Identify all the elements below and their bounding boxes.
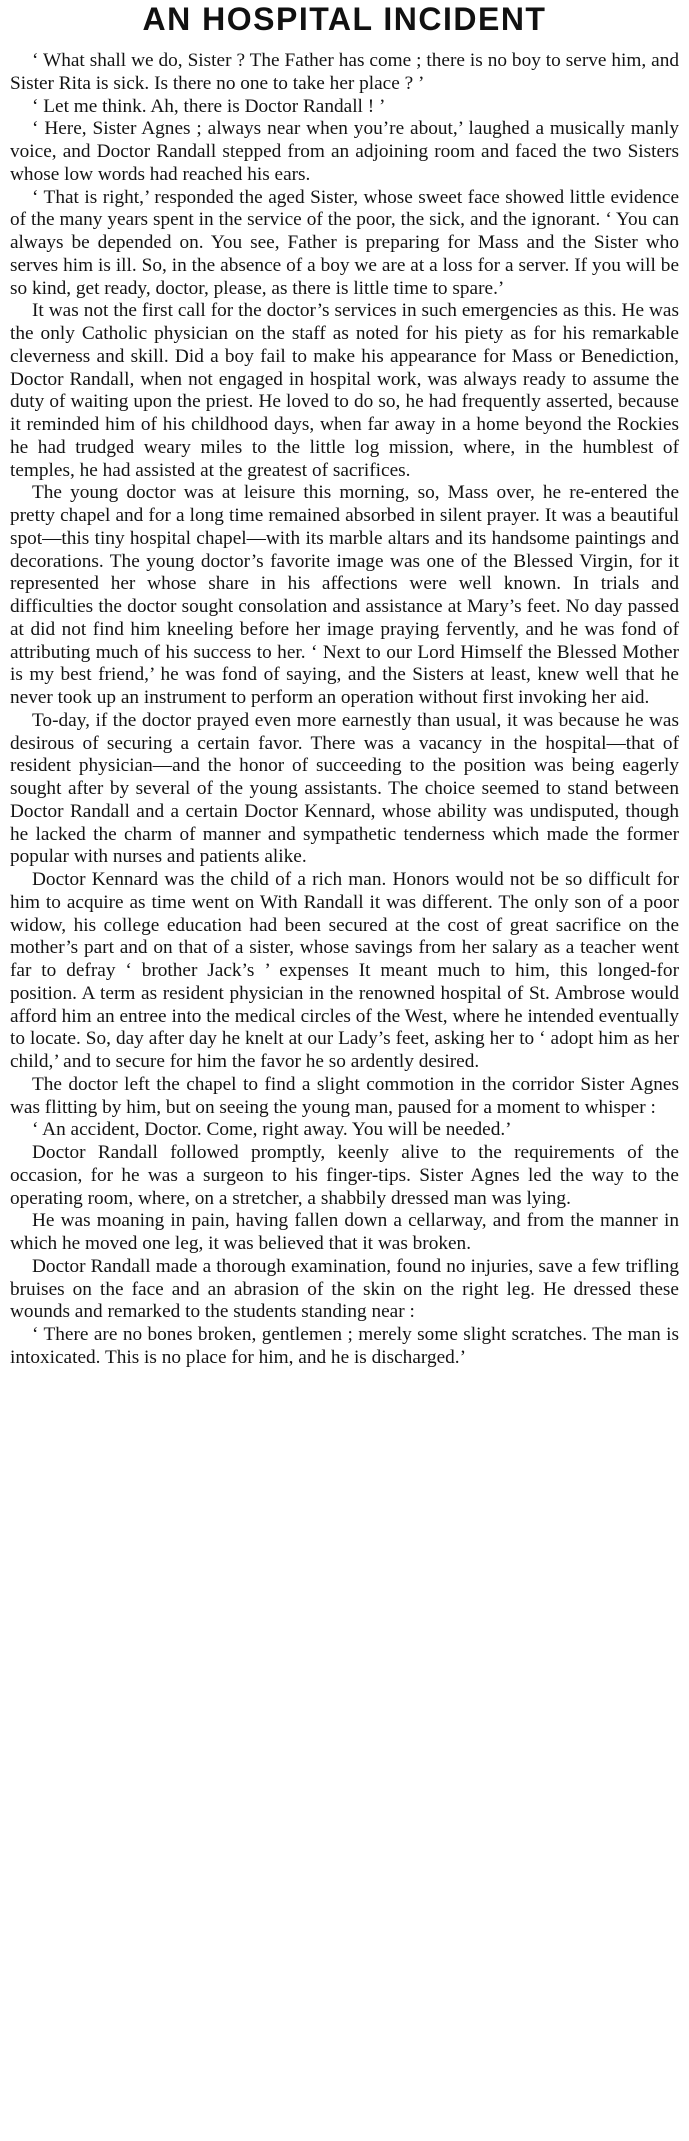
- article-paragraph: He was moaning in pain, having fallen down a cellarway, and from the manner in which he moved one leg, it was believed that it was broken.: [10, 1210, 679, 1254]
- article-paragraph: ‘ Let me think. Ah, there is Doctor Randall ! ’: [32, 95, 386, 117]
- article-title: AN HOSPITAL INCIDENT: [142, 1, 547, 37]
- article-paragraph: ‘ There are no bones broken, gentlemen ; merely some slight scratches. The man is intoxicated. This is no place for him, and he is discharged.’: [10, 1324, 679, 1368]
- article-paragraph: ‘ What shall we do, Sister ? The Father has come ; there is no boy to serve him, and Sister Rita is sick. Is there no one to take her place ? ’: [10, 50, 679, 94]
- article-paragraph: Doctor Randall made a thorough examination, found no injuries, save a few trifling bruises on the face and an abrasion of the skin on the right leg. He dressed these wounds and remarked to the students standing near :: [10, 1255, 679, 1323]
- article-paragraph: The doctor left the chapel to find a slight commotion in the corridor Sister Agnes was flitting by him, but on seeing the young man, paused for a moment to whisper :: [10, 1073, 679, 1118]
- article-paragraph: ‘ Here, Sister Agnes ; always near when you’re about,’ laughed a musically manly voice, and Doctor Randall stepped from an adjoining room and faced the two Sisters whose low words had reached his ears.: [10, 118, 679, 185]
- article-paragraph: The young doctor was at leisure this morning, so, Mass over, he re-entered the pretty chapel and for a long time remained absorbed in silent prayer. It was a beautiful spot—this tiny hospital chapel—with its marble altars and its handsome paintings and decorations. The young doctor’s favorite image was one of the Blessed Virgin, for it represented her whose share in his affections were well known. In trials and difficulties the doctor sought consolation and assistance at Mary’s feet. No day passed at did not find him kneeling before her image praying fervently, and he was fond of attributing much of his success to her. ‘ Next to our Lord Himself the Blessed Mother is my best friend,’ he was fond of saying, and the Sisters at least, knew well that he never took up an instrument to perform an operation without first invoking her aid.: [10, 482, 679, 708]
- article-paragraph: It was not the first call for the doctor’s services in such emergencies as this. He was the only Catholic physician on the staff as noted for his piety as for his remarkable cleverness and skill. Did a boy fail to make his appearance for Mass or Benediction, Doctor Randall, when not engaged in hospital work, was always ready to assume the duty of waiting upon the priest. He loved to do so, he had frequently asserted, because it reminded him of his childhood days, when far away in a home beyond the Rockies he had trudged weary miles to the little log mission, where, in the humblest of temples, he had assisted at the greatest of sacrifices.: [10, 300, 679, 481]
- article-paragraph: ‘ An accident, Doctor. Come, right away. You will be needed.’: [32, 1119, 512, 1141]
- article-paragraph: To-day, if the doctor prayed even more earnestly than usual, it was because he was desirous of securing a certain favor. There was a vacancy in the hospital—that of resident physician—and the honor of succeeding to the position was being eagerly sought after by several of the young assistants. The choice seemed to stand between Doctor Randall and a certain Doctor Kennard, whose ability was undisputed, though he lacked the charm of manner and sympathetic tenderness which made the former popular with nurses and patients alike.: [10, 709, 679, 868]
- article-body: [10, 50, 679, 1370]
- article-paragraph: Doctor Kennard was the child of a rich man. Honors would not be so difficult for him to acquire as time went on With Randall it was different. The only son of a poor widow, his college education had been secured at the cost of great sacrifice on the mother’s part and on that of a sister, whose savings from her salary as a teacher went far to defray ‘ brother Jack’s ’ expenses It meant much to him, this longed-for position. A term as resident physician in the renowned hospital of St. Ambrose would afford him an entree into the medical circles of the West, where he intended eventually to locate. So, day after day he knelt at our Lady’s feet, asking her to ‘ adopt him as her child,’ and to secure for him the favor he so ardently desired.: [10, 869, 679, 1072]
- article-paragraph: ‘ That is right,’ responded the aged Sister, whose sweet face showed little evidence of the many years spent in the service of the poor, the sick, and the ignorant. ‘ You can always be depended on. You see, Father is preparing for Mass and the Sister who serves him is ill. So, in the absence of a boy we are at a loss for a server. If you will be so kind, get ready, doctor, please, as there is little time to spare.’: [10, 186, 679, 299]
- article-paragraph: Doctor Randall followed promptly, keenly alive to the requirements of the occasion, for he was a surgeon to his finger-tips. Sister Agnes led the way to the operating room, where, on a stretcher, a shabbily dressed man was lying.: [10, 1142, 679, 1209]
